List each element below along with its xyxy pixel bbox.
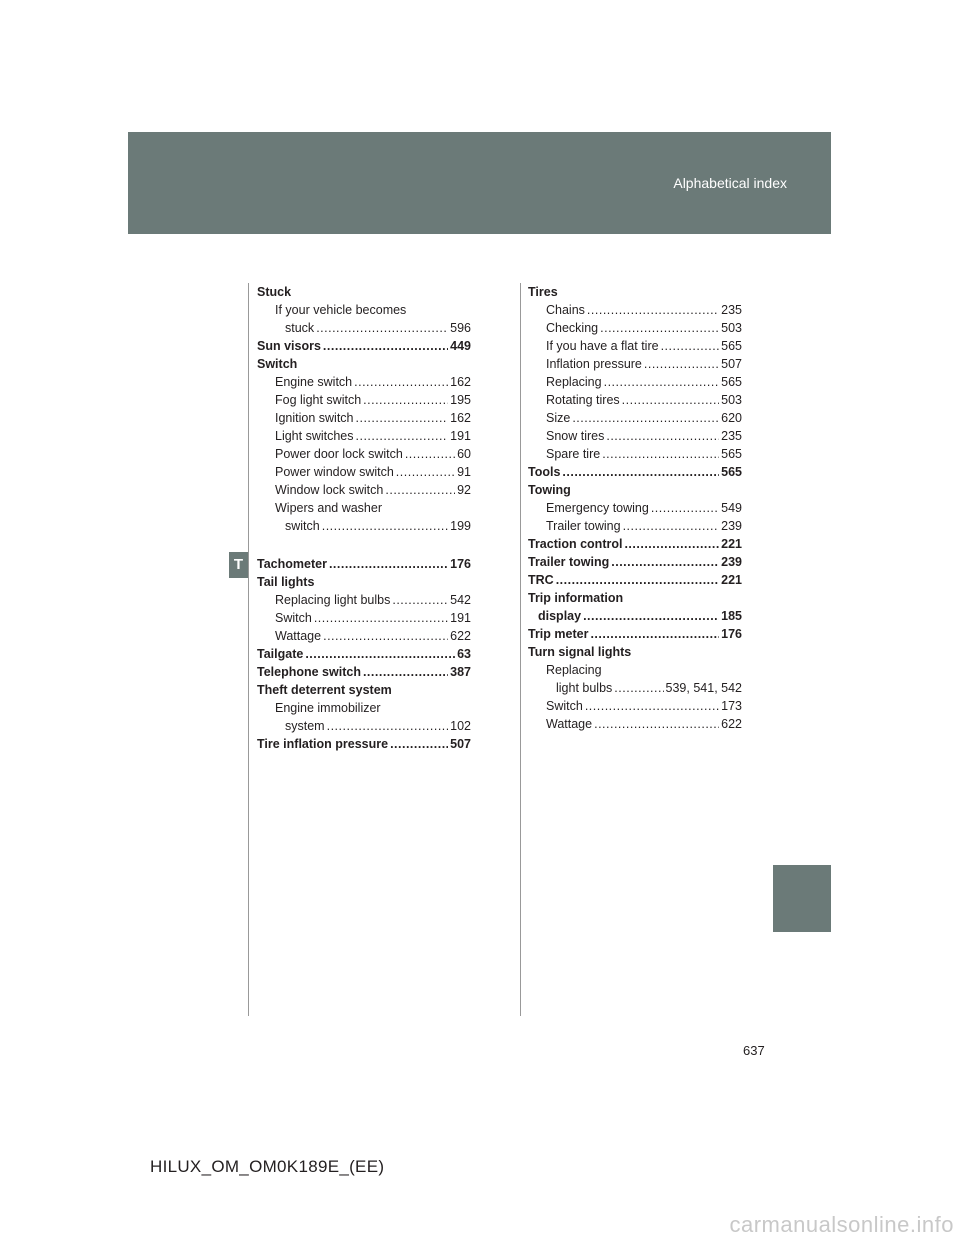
index-entry-page[interactable]: 565 xyxy=(721,465,742,479)
dot-leader xyxy=(587,301,719,319)
index-entry-page[interactable]: 507 xyxy=(450,737,471,751)
page-number: 637 xyxy=(743,1043,765,1058)
index-entry-term: Tire inflation pressure xyxy=(257,737,389,751)
index-entry[interactable] xyxy=(528,373,742,391)
index-entry-page[interactable]: 507 xyxy=(721,357,742,371)
index-entry-term: Trip information xyxy=(528,591,624,605)
chapter-thumb-tab xyxy=(773,865,831,932)
index-entry[interactable] xyxy=(528,445,742,463)
index-entry-term: Switch xyxy=(546,699,583,713)
index-entry-term: Spare tire xyxy=(546,447,601,461)
index-entry-page[interactable]: 176 xyxy=(450,557,471,571)
index-entry-term: Telephone switch xyxy=(257,665,361,679)
dot-leader xyxy=(396,463,455,481)
index-entry xyxy=(528,643,742,661)
index-entry-page[interactable]: 191 xyxy=(450,611,471,625)
index-entry-term: Fog light switch xyxy=(275,393,362,407)
dot-leader xyxy=(614,679,663,697)
dot-leader xyxy=(356,427,449,445)
index-entry-page[interactable]: 387 xyxy=(450,665,471,679)
dot-leader xyxy=(594,715,719,733)
index-entry-page[interactable]: 221 xyxy=(721,573,742,587)
index-entry[interactable] xyxy=(257,591,471,609)
index-entry[interactable] xyxy=(528,679,742,697)
dot-leader xyxy=(316,319,448,337)
index-entry-term: Tail lights xyxy=(257,575,315,589)
index-entry-term: Rotating tires xyxy=(546,393,620,407)
index-entry-term: display xyxy=(538,609,582,623)
dot-leader xyxy=(590,625,719,643)
index-entry-term: Tires xyxy=(528,285,558,299)
dot-leader xyxy=(606,427,719,445)
index-entry xyxy=(257,283,471,301)
index-entry-term: Replacing xyxy=(546,663,602,677)
index-entry[interactable] xyxy=(257,735,471,753)
index-entry-page[interactable]: 63 xyxy=(457,647,471,661)
index-entry[interactable] xyxy=(257,409,471,427)
index-entry-term: Traction control xyxy=(528,537,623,551)
index-entry[interactable] xyxy=(528,517,742,535)
index-entry-term: Engine immobilizer xyxy=(275,701,381,715)
index-entry[interactable] xyxy=(528,337,742,355)
index-entry[interactable] xyxy=(528,535,742,553)
index-entry-page[interactable]: 235 xyxy=(721,303,742,317)
index-entry[interactable] xyxy=(528,715,742,733)
index-entry-term: light bulbs xyxy=(556,681,613,695)
index-entry xyxy=(257,499,471,517)
index-entry[interactable] xyxy=(257,445,471,463)
dot-leader xyxy=(356,409,449,427)
left-column-rule xyxy=(248,283,249,1016)
index-entry-term: Window lock switch xyxy=(275,483,384,497)
index-entry-term: Power door lock switch xyxy=(275,447,403,461)
index-entry[interactable] xyxy=(257,463,471,481)
index-entry xyxy=(257,301,471,319)
index-entry[interactable] xyxy=(257,555,471,573)
index-entry-term: Sun visors xyxy=(257,339,321,353)
index-entry-term: TRC xyxy=(528,573,554,587)
dot-leader xyxy=(329,555,448,573)
index-entry-term: Chains xyxy=(546,303,585,317)
section-tab-letter[interactable]: T xyxy=(229,552,248,578)
index-entry[interactable] xyxy=(257,319,471,337)
dot-leader xyxy=(624,535,719,553)
index-entry-term: Wattage xyxy=(546,717,593,731)
dot-leader xyxy=(585,697,719,715)
index-entry-page[interactable]: 503 xyxy=(721,393,742,407)
dot-leader xyxy=(323,627,448,645)
index-entry[interactable] xyxy=(257,391,471,409)
dot-leader xyxy=(604,373,720,391)
index-entry-page[interactable]: 195 xyxy=(450,393,471,407)
index-entry[interactable] xyxy=(257,427,471,445)
index-entry xyxy=(257,681,471,699)
index-entry-term: Emergency towing xyxy=(546,501,649,515)
index-entry[interactable] xyxy=(257,517,471,535)
index-entry-page[interactable]: 176 xyxy=(721,627,742,641)
dot-leader xyxy=(562,463,719,481)
index-entry-page[interactable]: 239 xyxy=(721,519,742,533)
index-entry xyxy=(257,573,471,591)
index-entry-term: Theft deterrent system xyxy=(257,683,392,697)
index-entry-term: Switch xyxy=(257,357,298,371)
dot-leader xyxy=(322,517,448,535)
index-entry-page[interactable]: 622 xyxy=(721,717,742,731)
index-entry xyxy=(257,699,471,717)
index-entry[interactable] xyxy=(528,355,742,373)
index-entry-term: Snow tires xyxy=(546,429,605,443)
index-entry[interactable] xyxy=(257,663,471,681)
index-entry-page[interactable]: 173 xyxy=(721,699,742,713)
entry-spacer xyxy=(257,535,471,555)
index-entry-page[interactable]: 91 xyxy=(457,465,471,479)
watermark: carmanualsonline.info xyxy=(729,1212,954,1237)
index-entry[interactable] xyxy=(257,337,471,355)
dot-leader xyxy=(363,663,448,681)
index-entry-page[interactable]: 565 xyxy=(721,375,742,389)
dot-leader xyxy=(602,445,719,463)
index-entry-term: Ignition switch xyxy=(275,411,354,425)
dot-leader xyxy=(385,481,455,499)
dot-leader xyxy=(600,319,719,337)
index-entry-page[interactable]: 162 xyxy=(450,375,471,389)
index-column-left xyxy=(257,283,471,753)
index-entry-term: Trip meter xyxy=(528,627,589,641)
index-entry-term: Checking xyxy=(546,321,599,335)
index-entry-page[interactable]: 185 xyxy=(721,609,742,623)
index-entry-term: Turn signal lights xyxy=(528,645,632,659)
index-entry-term: Stuck xyxy=(257,285,292,299)
dot-leader xyxy=(363,391,448,409)
dot-leader xyxy=(651,499,719,517)
index-entry[interactable] xyxy=(257,373,471,391)
dot-leader xyxy=(323,337,448,355)
header-title: Alphabetical index xyxy=(673,175,787,191)
index-entry-term: Replacing xyxy=(546,375,602,389)
index-entry-page[interactable]: 622 xyxy=(450,629,471,643)
index-entry-term: Tools xyxy=(528,465,561,479)
index-entry-page[interactable]: 449 xyxy=(450,339,471,353)
index-entry[interactable] xyxy=(528,427,742,445)
dot-leader xyxy=(392,591,448,609)
header-band xyxy=(128,132,831,234)
index-entry-page[interactable]: 565 xyxy=(721,447,742,461)
index-entry[interactable] xyxy=(528,571,742,589)
middle-column-rule xyxy=(520,283,521,1016)
index-entry[interactable] xyxy=(528,463,742,481)
dot-leader xyxy=(556,571,719,589)
index-entry-term: Replacing light bulbs xyxy=(275,593,391,607)
index-entry-page[interactable]: 565 xyxy=(721,339,742,353)
index-entry-term: stuck xyxy=(285,321,315,335)
index-entry-page[interactable]: 539, 541, 542 xyxy=(665,681,742,695)
index-entry-page[interactable]: 542 xyxy=(450,593,471,607)
dot-leader xyxy=(661,337,720,355)
index-entry xyxy=(528,481,742,499)
index-entry-term: Light switches xyxy=(275,429,354,443)
dot-leader xyxy=(644,355,719,373)
index-entry[interactable] xyxy=(528,697,742,715)
index-entry xyxy=(528,589,742,607)
index-entry-term: switch xyxy=(285,519,320,533)
index-entry-page[interactable]: 191 xyxy=(450,429,471,443)
dot-leader xyxy=(327,717,449,735)
dot-leader xyxy=(390,735,448,753)
index-entry-term: Power window switch xyxy=(275,465,394,479)
index-entry[interactable] xyxy=(528,301,742,319)
index-entry-page[interactable]: 60 xyxy=(457,447,471,461)
index-entry-page[interactable]: 620 xyxy=(721,411,742,425)
index-entry-term: If you have a flat tire xyxy=(546,339,659,353)
index-entry-term: Inflation pressure xyxy=(546,357,642,371)
index-entry-page[interactable]: 596 xyxy=(450,321,471,335)
index-entry-page[interactable]: 235 xyxy=(721,429,742,443)
index-entry-page[interactable]: 102 xyxy=(450,719,471,733)
index-entry[interactable] xyxy=(528,625,742,643)
dot-leader xyxy=(623,517,720,535)
index-entry-page[interactable]: 239 xyxy=(721,555,742,569)
index-entry-term: Trailer towing xyxy=(528,555,610,569)
index-column-right xyxy=(528,283,742,733)
index-entry[interactable] xyxy=(528,607,742,625)
dot-leader xyxy=(305,645,455,663)
manual-code: HILUX_OM_OM0K189E_(EE) xyxy=(150,1157,385,1176)
index-entry[interactable] xyxy=(257,717,471,735)
index-entry[interactable] xyxy=(257,609,471,627)
index-entry[interactable] xyxy=(257,627,471,645)
index-entry[interactable] xyxy=(528,553,742,571)
dot-leader xyxy=(622,391,719,409)
index-entry-term: Switch xyxy=(275,611,312,625)
index-entry[interactable] xyxy=(257,645,471,663)
index-entry xyxy=(528,661,742,679)
index-entry-term: Engine switch xyxy=(275,375,353,389)
index-entry-term: Trailer towing xyxy=(546,519,621,533)
index-entry-page[interactable]: 503 xyxy=(721,321,742,335)
index-entry xyxy=(257,355,471,373)
index-entry-page[interactable]: 199 xyxy=(450,519,471,533)
index-entry-page[interactable]: 221 xyxy=(721,537,742,551)
index-entry-term: system xyxy=(285,719,325,733)
index-entry-page[interactable]: 92 xyxy=(457,483,471,497)
index-entry[interactable] xyxy=(528,499,742,517)
dot-leader xyxy=(611,553,719,571)
dot-leader xyxy=(405,445,455,463)
index-entry-term: Towing xyxy=(528,483,571,497)
dot-leader xyxy=(354,373,448,391)
dot-leader xyxy=(583,607,719,625)
index-entry-term: Tachometer xyxy=(257,557,327,571)
index-entry-term: Wattage xyxy=(275,629,322,643)
index-entry[interactable] xyxy=(528,391,742,409)
index-entry-term: If your vehicle becomes xyxy=(275,303,407,317)
dot-leader xyxy=(572,409,719,427)
dot-leader xyxy=(314,609,448,627)
index-entry-page[interactable]: 549 xyxy=(721,501,742,515)
index-entry[interactable] xyxy=(528,409,742,427)
index-entry-term: Tailgate xyxy=(257,647,304,661)
index-entry[interactable] xyxy=(257,481,471,499)
index-entry-page[interactable]: 162 xyxy=(450,411,471,425)
index-entry-term: Wipers and washer xyxy=(275,501,382,515)
index-entry-term: Size xyxy=(546,411,571,425)
index-entry xyxy=(528,283,742,301)
index-entry[interactable] xyxy=(528,319,742,337)
